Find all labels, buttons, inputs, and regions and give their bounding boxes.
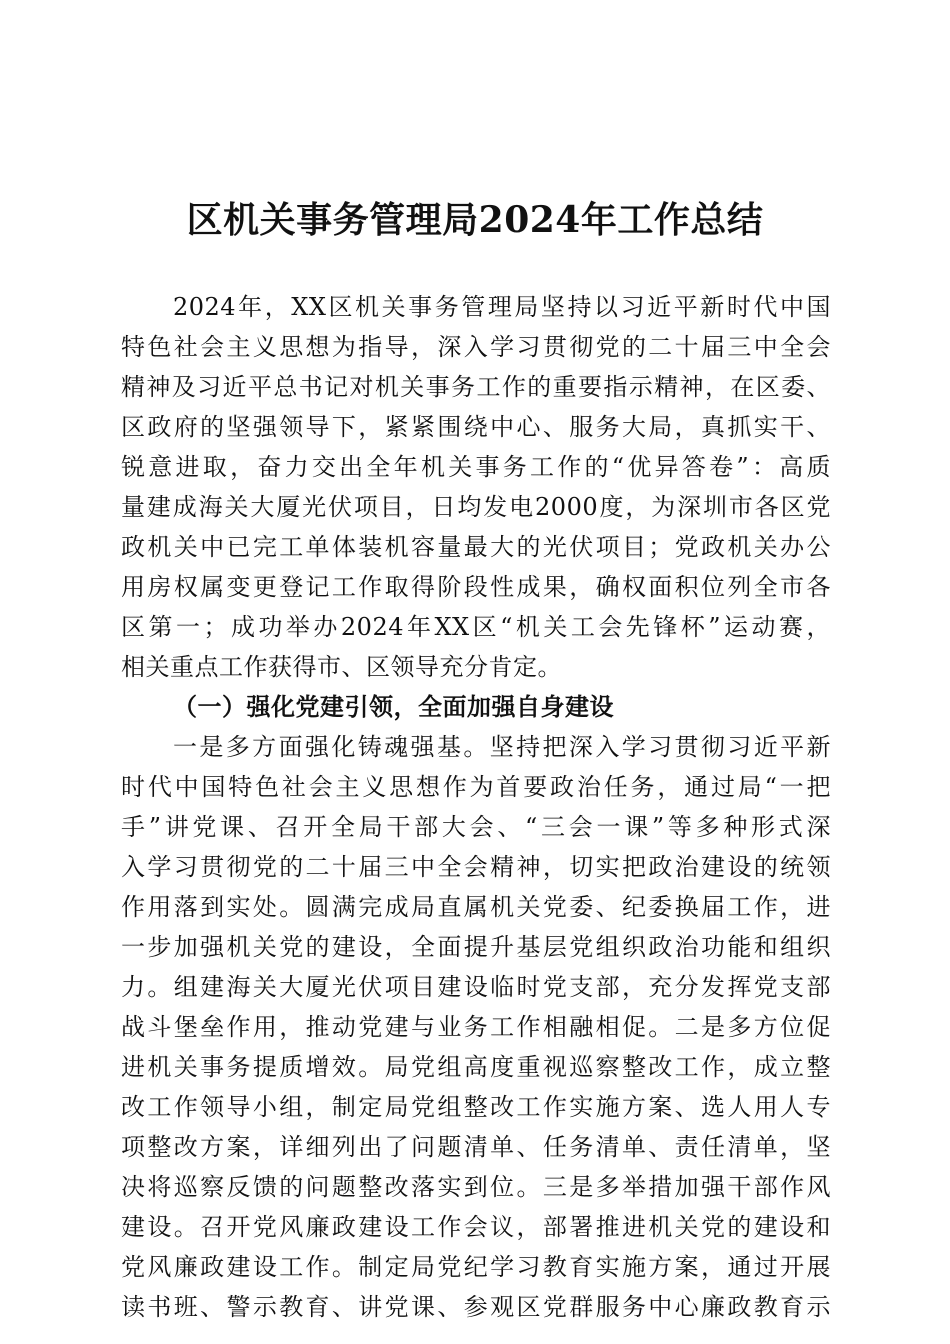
text-line: 建设。召开党风廉政建设工作会议，部署推进机关党的建设和: [121, 1213, 831, 1241]
text-line: 进机关事务提质增效。局党组高度重视巡察整改工作，成立整: [121, 1053, 831, 1081]
text-line: 一是多方面强化铸魂强基。坚持把深入学习贯彻习近平新: [173, 733, 831, 761]
document-title: 区机关事务管理局2024年工作总结: [186, 199, 764, 241]
text-line: 作用落到实处。圆满完成局直属机关党委、纪委换届工作，进: [121, 893, 831, 921]
text-line: 时代中国特色社会主义思想作为首要政治任务，通过局“一把: [121, 773, 831, 801]
text-line: 读书班、警示教育、讲党课、参观区党群服务中心廉政教育示: [121, 1293, 831, 1321]
text-line: 力。组建海关大厦光伏项目建设临时党支部，充分发挥党支部: [121, 973, 831, 1001]
text-line: 用房权属变更登记工作取得阶段性成果，确权面积位列全市各: [121, 573, 831, 601]
paragraph-party-building: [121, 727, 831, 1327]
text-line: 改工作领导小组，制定局党组整改工作实施方案、选人用人专: [121, 1093, 831, 1121]
document-body: [121, 287, 831, 1327]
text-line: 入学习贯彻党的二十届三中全会精神，切实把政治建设的统领: [121, 853, 831, 881]
text-line: 区政府的坚强领导下，紧紧围绕中心、服务大局，真抓实干、: [121, 413, 831, 441]
text-line: 特色社会主义思想为指导，深入学习贯彻党的二十届三中全会: [121, 333, 831, 361]
section-heading: （一）强化党建引领，全面加强自身建设: [173, 692, 614, 721]
text-line: 区第一；成功举办2024年XX区“机关工会先锋杯”运动赛，: [121, 613, 831, 641]
text-line: 决将巡察反馈的问题整改落实到位。三是多举措加强干部作风: [121, 1173, 831, 1201]
text-line: 精神及习近平总书记对机关事务工作的重要指示精神，在区委、: [121, 373, 831, 401]
paragraph-intro: [121, 287, 831, 687]
text-line: 政机关中已完工单体装机容量最大的光伏项目；党政机关办公: [121, 533, 831, 561]
text-line: 相关重点工作获得市、区领导充分肯定。: [121, 653, 562, 681]
text-line: 锐意进取，奋力交出全年机关事务工作的“优异答卷”：高质: [121, 453, 831, 481]
text-line: 党风廉政建设工作。制定局党纪学习教育实施方案，通过开展: [121, 1253, 831, 1281]
text-line: 2024年，XX区机关事务管理局坚持以习近平新时代中国: [173, 293, 831, 321]
text-line: 手”讲党课、召开全局干部大会、“三会一课”等多种形式深: [121, 813, 831, 841]
text-line: 一步加强机关党的建设，全面提升基层党组织政治功能和组织: [121, 933, 831, 961]
text-line: 战斗堡垒作用，推动党建与业务工作相融相促。二是多方位促: [121, 1013, 831, 1041]
text-line: 项整改方案，详细列出了问题清单、任务清单、责任清单，坚: [121, 1133, 831, 1161]
text-line: 量建成海关大厦光伏项目，日均发电2000度，为深圳市各区党: [121, 493, 831, 521]
